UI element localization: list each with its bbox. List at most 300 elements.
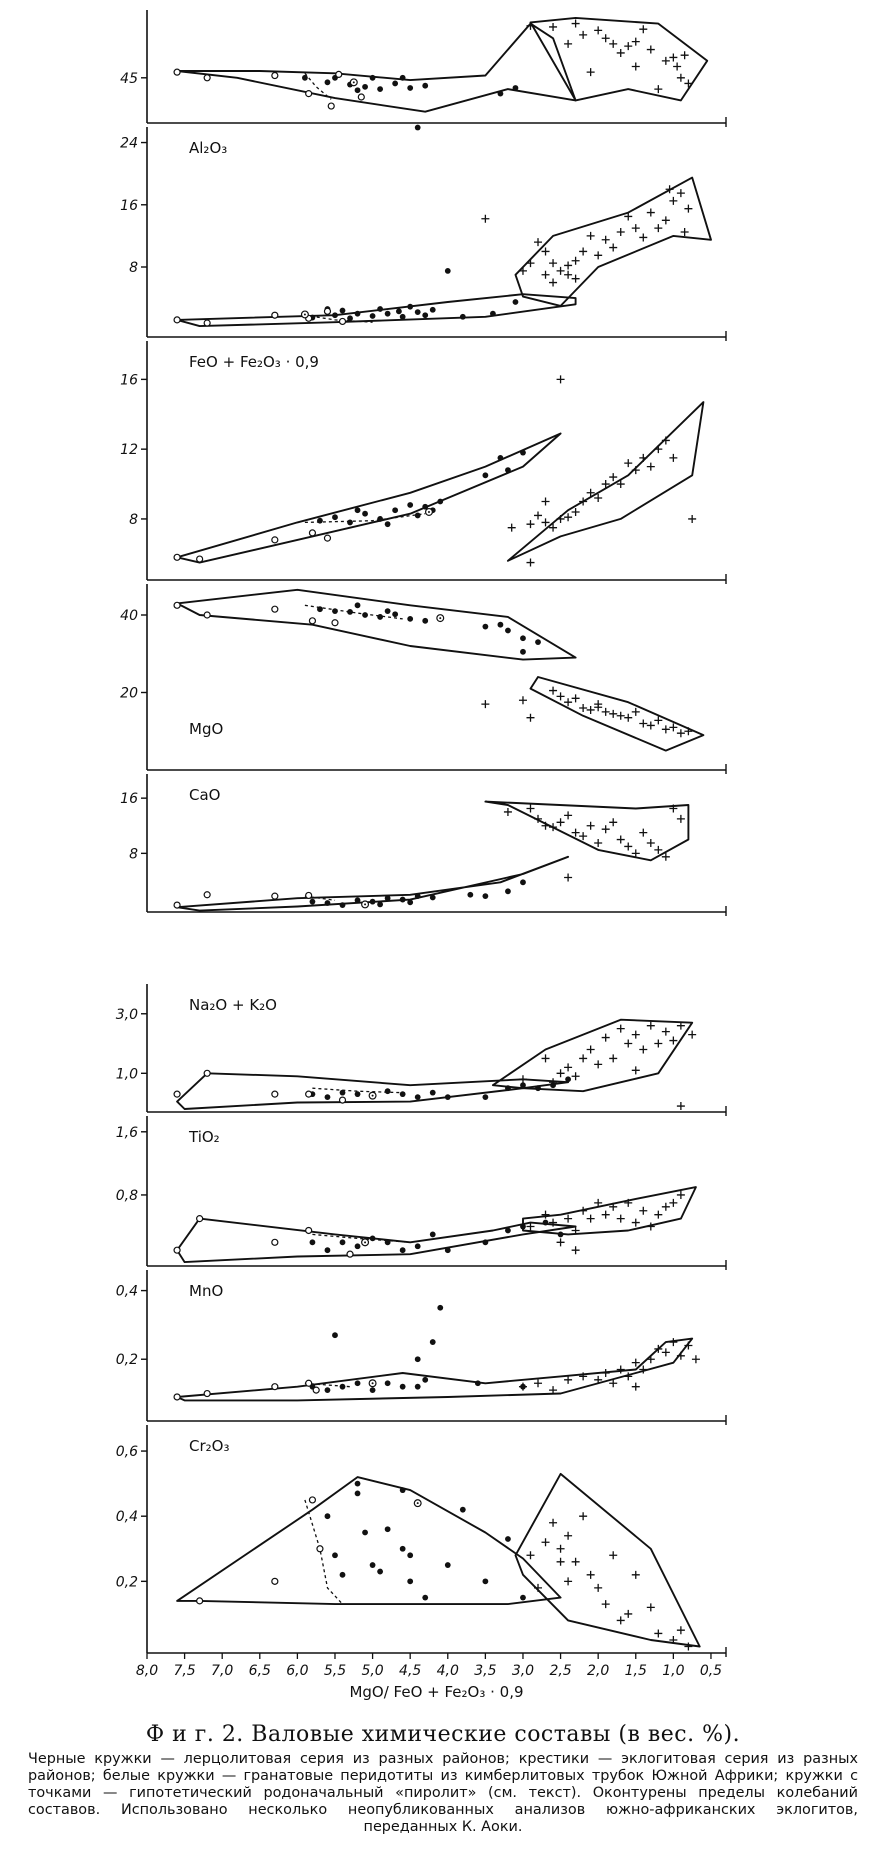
eclogite-cross [587,68,595,76]
eclogite-cross [609,710,617,718]
garnet-peridotite-point [174,554,180,560]
eclogite-cross [564,811,572,819]
garnet-peridotite-point [174,902,180,908]
y-tick-label: 16 [120,791,138,808]
eclogite-cross [549,1519,557,1527]
eclogite-cross [519,1075,527,1083]
lherzolite-point [467,892,473,898]
eclogite-cross [688,1031,696,1039]
panel-title: MnO [189,1282,224,1300]
eclogite-cross [549,279,557,287]
eclogite-cross [654,445,662,453]
lherzolite-point [347,520,353,526]
eclogite-cross [557,1558,565,1566]
eclogite-cross [549,687,557,695]
garnet-peridotite-point [272,606,278,612]
garnet-peridotite-point [272,1578,278,1584]
eclogite-cross [602,825,610,833]
eclogite-cross [617,49,625,57]
eclogite-cross [677,189,685,197]
lherzolite-point [505,467,511,473]
eclogite-cross [542,247,550,255]
panel-title: Na₂O + K₂O [189,996,277,1014]
lherzolite-point [482,624,488,630]
eclogite-cross [564,1376,572,1384]
lherzolite-point [355,1243,361,1249]
garnet-peridotite-point [174,1394,180,1400]
x-tick-label: 5,0 [361,1663,384,1679]
eclogite-cross [557,1238,565,1246]
garnet-peridotite-point [306,91,312,97]
lherzolite-point [407,1578,413,1584]
panel-feo [120,341,726,584]
lherzolite-point [565,1076,571,1082]
eclogite-cross [602,1211,610,1219]
garnet-peridotite-point [324,535,330,541]
x-tick-label: 3,0 [511,1663,535,1679]
eclogite-cross [677,815,685,823]
y-tick-label: 3,0 [115,1006,138,1023]
eclogite-cross [624,842,632,850]
eclogite-cross [681,228,689,236]
eclogite-cross [632,1359,640,1367]
garnet-peridotite-point [174,1091,180,1097]
lherzolite-point [325,1247,331,1253]
composition-envelope [177,24,575,112]
y-tick-label: 24 [120,135,138,152]
eclogite-cross [534,1379,542,1387]
lherzolite-point [392,507,398,513]
lherzolite-point [377,902,383,908]
eclogite-cross [542,271,550,279]
lherzolite-point [325,1513,331,1519]
y-tick-label: 16 [120,372,138,389]
y-tick-label: 1,0 [115,1066,138,1083]
eclogite-cross [632,1571,640,1579]
panel-mgo [120,584,726,774]
lherzolite-point [415,1356,421,1362]
panel-title: Al₂O₃ [189,139,228,157]
lherzolite-point [385,1239,391,1245]
y-tick-label: 0,4 [115,1283,138,1300]
lherzolite-point [407,502,413,508]
lherzolite-point [505,1228,511,1234]
eclogite-cross [654,846,662,854]
lherzolite-point [490,311,496,317]
garnet-peridotite-point [197,1216,203,1222]
garnet-peridotite-point [272,1091,278,1097]
eclogite-cross [579,1512,587,1520]
lherzolite-point [325,1094,331,1100]
eclogite-cross [624,42,632,50]
y-tick-label: 0,8 [115,1187,138,1204]
lherzolite-point [377,614,383,620]
eclogite-cross [542,497,550,505]
lherzolite-point [437,1305,443,1311]
lherzolite-point [400,314,406,320]
eclogite-cross [542,1538,550,1546]
eclogite-cross [632,1031,640,1039]
garnet-peridotite-point [306,1227,312,1233]
x-tick-label: 5,5 [323,1663,347,1679]
garnet-peridotite-point [174,69,180,75]
garnet-peridotite-point [204,1391,210,1397]
lherzolite-point [422,1595,428,1601]
eclogite-cross [508,524,516,532]
garnet-peridotite-point [174,602,180,608]
lherzolite-point [407,304,413,310]
eclogite-cross [557,375,565,383]
garnet-peridotite-point [317,1546,323,1552]
y-tick-label: 0,2 [115,1352,138,1369]
lherzolite-point [422,83,428,89]
x-axis-label: MgO/ FeO + Fe₂O₃ · 0,9 [349,1683,524,1701]
eclogite-cross [572,508,580,516]
garnet-peridotite-point [204,612,210,618]
lherzolite-point [355,1491,361,1497]
lherzolite-point [392,81,398,87]
eclogite-cross [647,209,655,217]
eclogite-cross [526,559,534,567]
lherzolite-point [385,1088,391,1094]
eclogite-cross [624,1610,632,1618]
eclogite-cross [669,723,677,731]
eclogite-cross [662,436,670,444]
eclogite-cross [662,216,670,224]
garnet-peridotite-point [272,537,278,543]
eclogite-cross [654,1040,662,1048]
eclogite-cross [632,1219,640,1227]
lherzolite-point [498,91,504,97]
lherzolite-point [535,639,541,645]
eclogite-cross [602,34,610,42]
panel-title: Cr₂O₃ [189,1437,230,1455]
eclogite-cross [572,1246,580,1254]
lherzolite-point [558,1232,564,1238]
eclogite-cross [632,63,640,71]
eclogite-cross [692,1355,700,1363]
x-tick-label: 6,5 [248,1663,271,1679]
garnet-peridotite-point [204,75,210,81]
lherzolite-point [422,618,428,624]
lherzolite-point [347,315,353,321]
eclogite-cross [481,700,489,708]
pyrolite-point-dot [364,1241,366,1243]
eclogite-cross [481,215,489,223]
eclogite-cross [534,511,542,519]
lherzolite-point [370,1562,376,1568]
eclogite-cross [534,1584,542,1592]
lherzolite-point [505,628,511,634]
eclogite-cross [587,706,595,714]
y-tick-label: 0,2 [115,1574,138,1591]
lherzolite-point [332,312,338,318]
lherzolite-point [543,1220,549,1226]
pyrolite-point-dot [428,511,430,513]
eclogite-cross [609,1551,617,1559]
eclogite-cross [534,238,542,246]
eclogite-cross [639,829,647,837]
eclogite-cross [594,26,602,34]
lherzolite-point [340,1239,346,1245]
garnet-peridotite-point [358,94,364,100]
eclogite-cross [669,1037,677,1045]
garnet-peridotite-point [313,1387,319,1393]
lherzolite-point [396,308,402,314]
lherzolite-point [520,1224,526,1230]
garnet-peridotite-point [306,892,312,898]
eclogite-cross [662,1203,670,1211]
lherzolite-point [415,1094,421,1100]
panel-title: MgO [189,720,224,738]
eclogite-cross [632,1383,640,1391]
garnet-peridotite-point [272,73,278,79]
lherzolite-point [415,1384,421,1390]
eclogite-cross [647,839,655,847]
eclogite-cross [677,729,685,737]
eclogite-cross [526,1551,534,1559]
lherzolite-point [347,609,353,615]
garnet-peridotite-point [204,1070,210,1076]
y-tick-label: 0,4 [115,1509,138,1526]
lherzolite-point [520,879,526,885]
eclogite-cross [632,1066,640,1074]
lherzolite-point [498,622,504,628]
lherzolite-point [445,268,451,274]
lherzolite-point [310,1239,316,1245]
eclogite-cross [579,832,587,840]
eclogite-cross [564,874,572,882]
lherzolite-point [370,899,376,905]
lherzolite-point [445,1094,451,1100]
pyrolite-point-dot [372,1095,374,1097]
eclogite-cross [504,808,512,816]
eclogite-cross [519,267,527,275]
lherzolite-point [340,1572,346,1578]
lherzolite-point [535,1085,541,1091]
composition-envelope [177,1339,692,1401]
lherzolite-point [437,499,443,505]
x-tick-label: 1,0 [662,1663,685,1679]
lherzolite-point [482,472,488,478]
eclogite-cross [669,1199,677,1207]
eclogite-cross [617,1215,625,1223]
lherzolite-point [325,1387,331,1393]
eclogite-cross [579,1054,587,1062]
eclogite-cross [639,454,647,462]
garnet-peridotite-point [340,1097,346,1103]
lherzolite-point [415,1243,421,1249]
eclogite-cross [557,515,565,523]
y-tick-label: 8 [129,846,138,863]
eclogite-cross [602,1600,610,1608]
eclogite-cross [587,822,595,830]
eclogite-cross [602,236,610,244]
eclogite-cross [654,224,662,232]
eclogite-cross [662,1028,670,1036]
lherzolite-point [400,1487,406,1493]
composition-envelope [177,1219,575,1263]
eclogite-cross [647,46,655,54]
lherzolite-point [430,1339,436,1345]
eclogite-cross [677,1102,685,1110]
eclogite-cross [572,1558,580,1566]
composition-envelope [516,178,712,306]
eclogite-cross [662,57,670,65]
eclogite-cross [639,25,647,33]
lherzolite-point [355,602,361,608]
eclogite-cross [662,725,670,733]
lherzolite-point [385,311,391,317]
eclogite-cross [542,518,550,526]
eclogite-cross [617,712,625,720]
x-tick-label: 8,0 [135,1663,159,1679]
eclogite-cross [624,1040,632,1048]
lherzolite-point [482,1094,488,1100]
eclogite-cross [617,228,625,236]
eclogite-cross [564,513,572,521]
panel-tio2 [116,1116,726,1270]
lherzolite-point [392,611,398,617]
lherzolite-point [513,299,519,305]
pyrolite-point-dot [417,1502,419,1504]
figure-caption [28,1722,858,1836]
eclogite-cross [557,818,565,826]
garnet-peridotite-point [306,1380,312,1386]
eclogite-cross [549,23,557,31]
eclogite-cross [594,1060,602,1068]
eclogite-cross [632,466,640,474]
lherzolite-point [340,1384,346,1390]
lherzolite-point [520,450,526,456]
composition-envelope [177,1477,560,1604]
eclogite-cross [654,85,662,93]
lherzolite-point [520,649,526,655]
eclogite-cross [681,51,689,59]
x-tick-label: 2,0 [587,1663,610,1679]
lherzolite-point [385,1526,391,1532]
eclogite-cross [564,698,572,706]
eclogite-cross [579,1207,587,1215]
garnet-peridotite-point [309,618,315,624]
lherzolite-point [340,308,346,314]
eclogite-cross [519,696,527,704]
eclogite-cross [564,261,572,269]
lherzolite-point [422,312,428,318]
lherzolite-point [355,1481,361,1487]
lherzolite-point [355,507,361,513]
x-tick-label: 2,5 [549,1663,572,1679]
eclogite-cross [549,259,557,267]
eclogite-cross [617,1366,625,1374]
eclogite-cross [572,275,580,283]
eclogite-cross [669,197,677,205]
lherzolite-point [407,899,413,905]
lherzolite-point [505,1085,511,1091]
eclogite-cross [617,1025,625,1033]
y-tick-label: 1,6 [115,1124,138,1141]
eclogite-cross [677,1626,685,1634]
eclogite-cross [549,823,557,831]
eclogite-cross [564,1532,572,1540]
lherzolite-point [370,313,376,319]
panel-sio2 [120,10,726,130]
pyrolite-point-dot [353,81,355,83]
lherzolite-point [317,606,323,612]
lherzolite-point [498,455,504,461]
lherzolite-point [407,85,413,91]
lherzolite-point [385,895,391,901]
eclogite-cross [587,232,595,240]
eclogite-cross [617,836,625,844]
eclogite-cross [557,1545,565,1553]
eclogite-cross [602,1034,610,1042]
eclogite-cross [564,271,572,279]
lherzolite-point [505,888,511,894]
lherzolite-point [430,1090,436,1096]
eclogite-cross [587,1045,595,1053]
lherzolite-point [370,1235,376,1241]
lherzolite-point [415,513,421,519]
garnet-peridotite-point [309,530,315,536]
garnet-peridotite-point [272,1239,278,1245]
x-tick-label: 3,5 [474,1663,497,1679]
eclogite-cross [632,38,640,46]
eclogite-cross [564,1577,572,1585]
lherzolite-point [422,1377,428,1383]
eclogite-cross [647,463,655,471]
lherzolite-point [400,1247,406,1253]
garnet-peridotite-point [340,318,346,324]
composition-envelope [177,590,575,660]
garnet-peridotite-point [197,1598,203,1604]
lherzolite-point [370,1387,376,1393]
lherzolite-point [332,608,338,614]
eclogite-cross [594,251,602,259]
lherzolite-point [370,75,376,81]
lherzolite-point [377,306,383,312]
eclogite-cross [609,473,617,481]
y-tick-label: 16 [120,197,138,214]
y-tick-label: 45 [120,70,138,87]
lherzolite-point [317,518,323,524]
lherzolite-point [377,86,383,92]
eclogite-cross [587,1571,595,1579]
panel-na2o-k2o [116,984,726,1116]
eclogite-cross [579,31,587,39]
eclogite-cross [564,1215,572,1223]
eclogite-cross [673,63,681,71]
eclogite-cross [557,1069,565,1077]
lherzolite-point [400,1384,406,1390]
eclogite-cross [639,720,647,728]
composition-envelope [516,1474,700,1647]
lherzolite-point [445,1562,451,1568]
lherzolite-point [475,1380,481,1386]
lherzolite-point [445,1247,451,1253]
pyrolite-point-dot [372,1382,374,1384]
eclogite-cross [677,74,685,82]
eclogite-cross [594,839,602,847]
composition-envelope [177,434,560,563]
lherzolite-point [340,902,346,908]
y-tick-label: 8 [129,260,138,276]
eclogite-cross [684,205,692,213]
x-tick-label: 7,5 [173,1663,196,1679]
lherzolite-point [400,1091,406,1097]
lherzolite-point [302,75,308,81]
eclogite-cross [639,233,647,241]
